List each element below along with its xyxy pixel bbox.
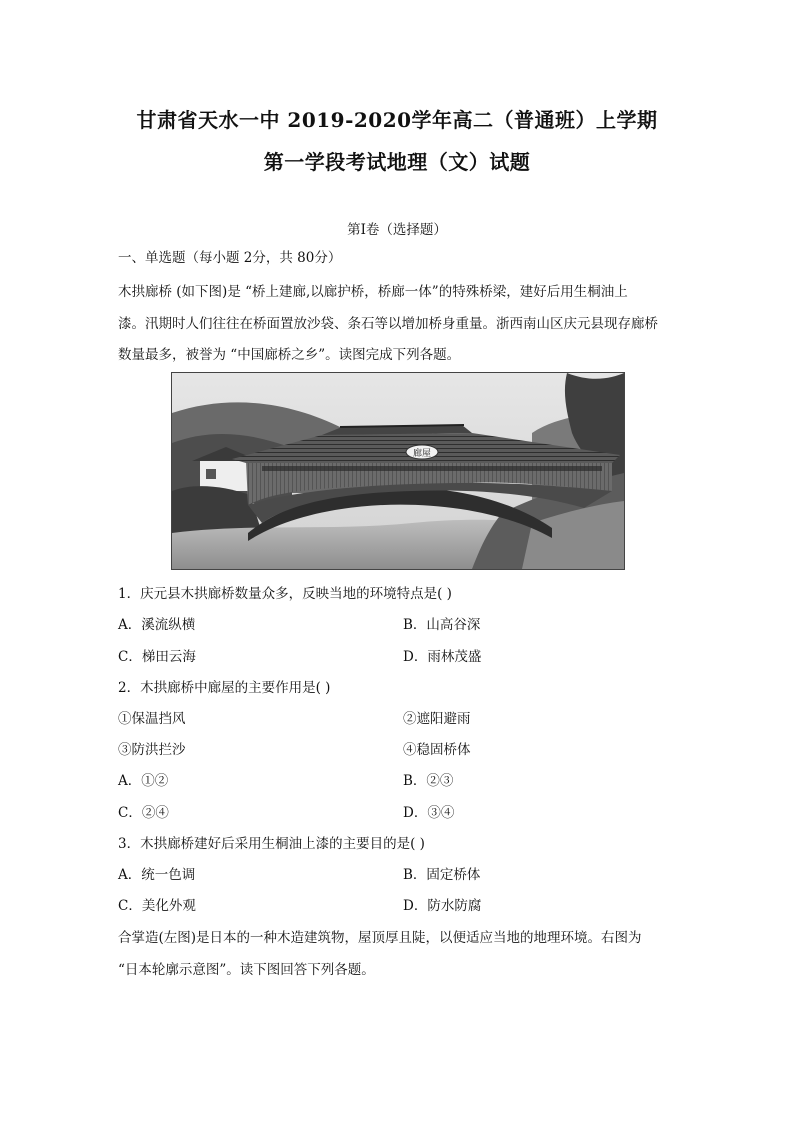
q2-option-a: A．①② (118, 773, 169, 789)
question-1-stem: 1．庆元县木拱廊桥数量众多，反映当地的环境特点是( ) (118, 586, 452, 602)
bridge-photo (171, 372, 625, 570)
q1-option-b: B．山高谷深 (403, 617, 481, 633)
q2-option-b: B．②③ (403, 773, 454, 789)
q2-statement-3: ③防洪拦沙 (118, 742, 186, 758)
outro-line-1: 合掌造(左图)是日本的一种木造建筑物，屋顶厚且陡，以便适应当地的地理环境。右图为 (118, 930, 642, 946)
section-heading: 第Ⅰ卷（选择题） (347, 222, 447, 238)
doc-title-line1: 甘肃省天水一中 2019-2020学年高二（普通班）上学期 (136, 108, 658, 132)
q3-option-b: B．固定桥体 (403, 867, 481, 883)
q3-option-c: C．美化外观 (118, 898, 196, 914)
q2-statement-2: ②遮阳避雨 (403, 711, 471, 727)
q2-option-d: D．③④ (403, 805, 455, 821)
q3-option-d: D．防水防腐 (403, 898, 482, 914)
outro-line-2: “日本轮廓示意图”。读下图回答下列各题。 (118, 962, 375, 978)
part-heading: 一、单选题（每小题 2分，共 80分） (118, 250, 342, 266)
doc-title-line2: 第一学段考试地理（文）试题 (263, 150, 531, 174)
question-2-stem: 2．木拱廊桥中廊屋的主要作用是( ) (118, 680, 331, 696)
intro-line-3: 数量最多，被誉为 “中国廊桥之乡”。读图完成下列各题。 (118, 347, 461, 363)
q3-option-a: A．统一色调 (118, 867, 196, 883)
q2-statement-4: ④稳固桥体 (403, 742, 471, 758)
q2-option-c: C．②④ (118, 805, 169, 821)
bridge-sign-text: 廊屋 (412, 449, 432, 459)
q2-statement-1: ①保温挡风 (118, 711, 186, 727)
bridge-illustration (172, 373, 624, 569)
q1-option-a: A．溪流纵横 (118, 617, 196, 633)
q1-option-c: C．梯田云海 (118, 649, 196, 665)
intro-line-1: 木拱廊桥 (如下图)是 “桥上建廊,以廊护桥，桥廊一体”的特殊桥梁，建好后用生桐油上 (118, 284, 628, 300)
intro-line-2: 漆。汛期时人们往往在桥面置放沙袋、条石等以增加桥身重量。浙西南山区庆元县现存廊桥 (118, 316, 658, 332)
question-3-stem: 3．木拱廊桥建好后采用生桐油上漆的主要目的是( ) (118, 836, 425, 852)
q1-option-d: D．雨林茂盛 (403, 649, 482, 665)
